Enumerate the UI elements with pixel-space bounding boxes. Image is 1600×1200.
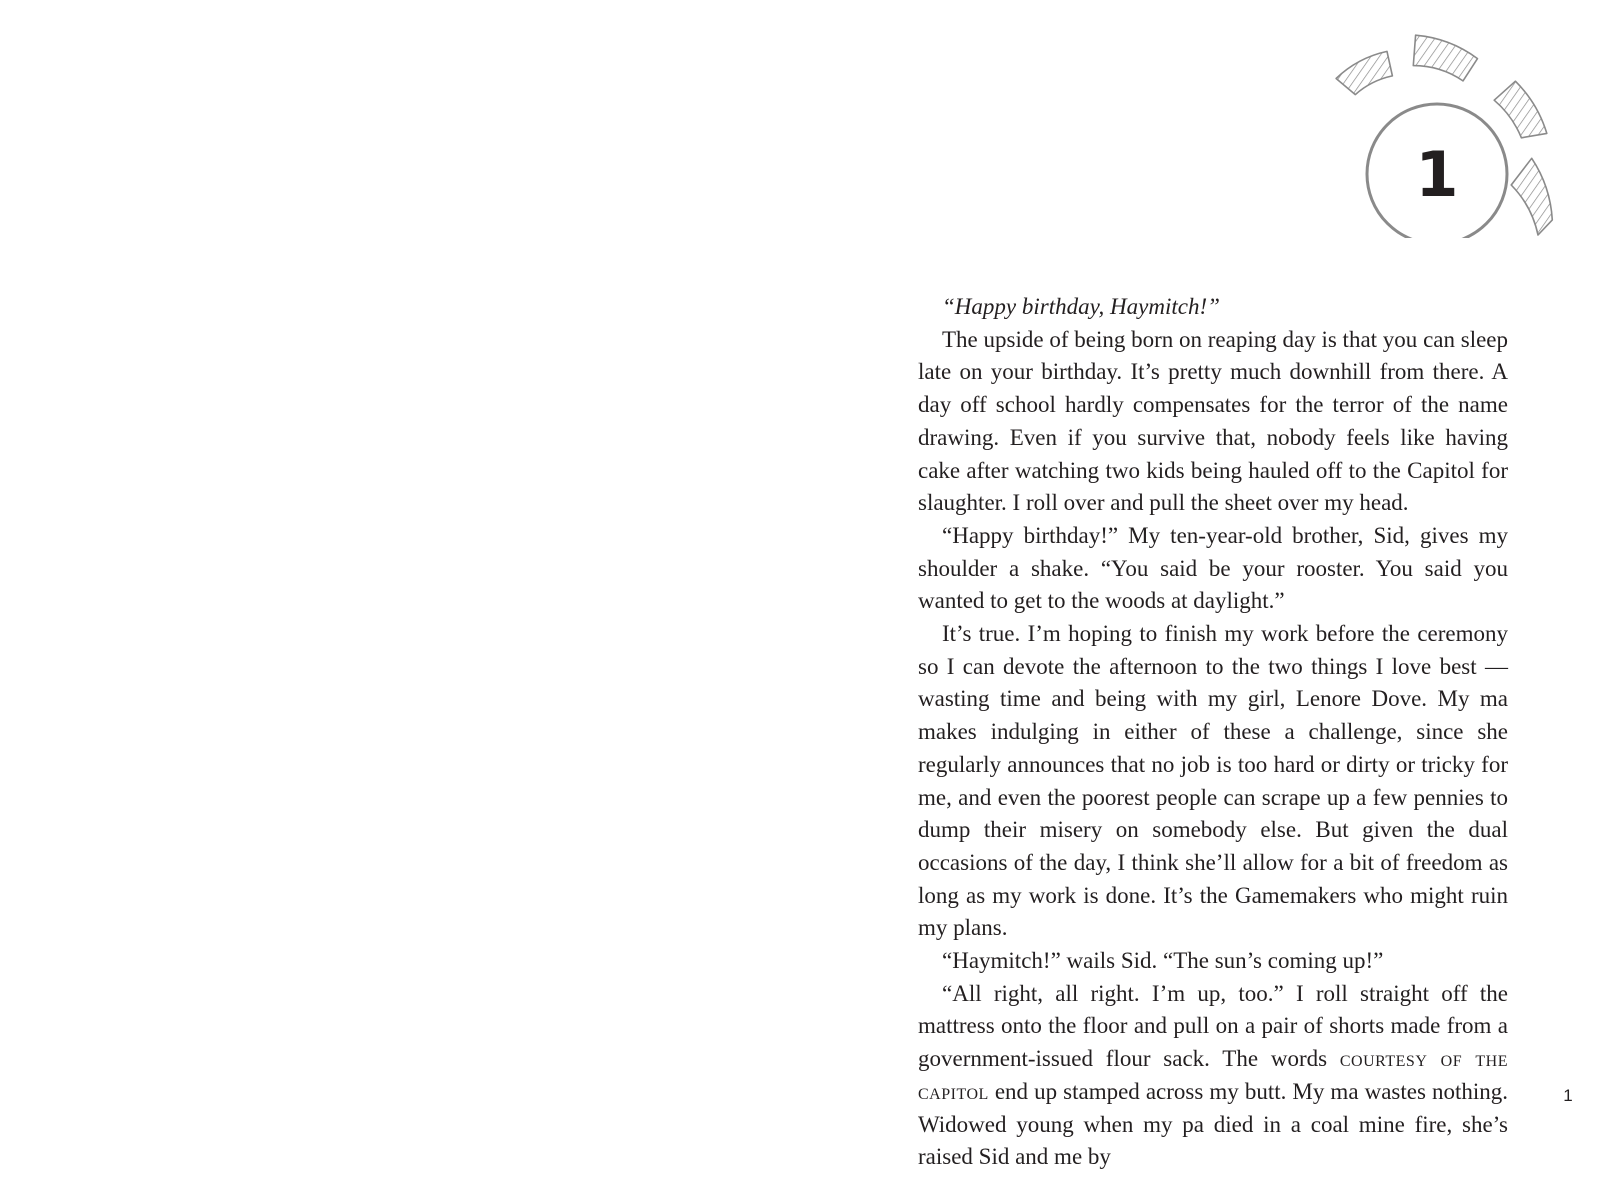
paragraph: “Haymitch!” wails Sid. “The sun’s coming up!” bbox=[942, 948, 1384, 974]
chapter-body-text bbox=[918, 291, 1508, 1174]
paragraph: “Happy birthday!” My ten-year-old brother, Sid, gives my shoulder a shake. “You said be your rooster. You said you wanted to get to the woods at daylight.” bbox=[918, 522, 1508, 614]
paragraph-text: “All right, all right. I’m up, too.” I roll straight off the mattress onto the floor and pull on a pair of shorts made from a government-issued flour sack. The words bbox=[918, 980, 1508, 1072]
paragraph: “Happy birthday, Haymitch!” bbox=[942, 294, 1220, 319]
paragraph bbox=[918, 978, 1508, 1174]
chapter-number: 1 bbox=[1415, 138, 1459, 211]
paragraph: It’s true. I’m hoping to finish my work before the ceremony so I can devote the afternoon to the two things I love best — wasting time and being with my girl, Lenore Dove. My ma makes indulging in either of these a challenge, since she regularly announces that no job is too hard or dirty or tricky for me, and even the poorest people can scrape up a few pennies to dump their misery on somebody else. But given the dual occasions of the day, I think she’ll allow for a bit of freedom as long as my work is done. It’s the Gamemakers who might ruin my plans. bbox=[918, 621, 1508, 941]
small-caps-text: courtesy of the capitol bbox=[918, 1046, 1509, 1104]
paragraph: The upside of being born on reaping day is that you can sleep late on your birthday. It’s pretty much downhill from there. A day off school hardly compensates for the terror of the name drawing. Even if you survive that, nobody feels like having cake after watching two kids being hauled off to the Capitol for slaughter. I roll over and pull the sheet over my head. bbox=[918, 326, 1508, 516]
page-number: 1 bbox=[1563, 1086, 1573, 1105]
paragraph-text: end up stamped across my butt. My ma wastes nothing. Widowed young when my pa died in a coal mine fire, she’s raised Sid and me by bbox=[918, 1078, 1508, 1170]
